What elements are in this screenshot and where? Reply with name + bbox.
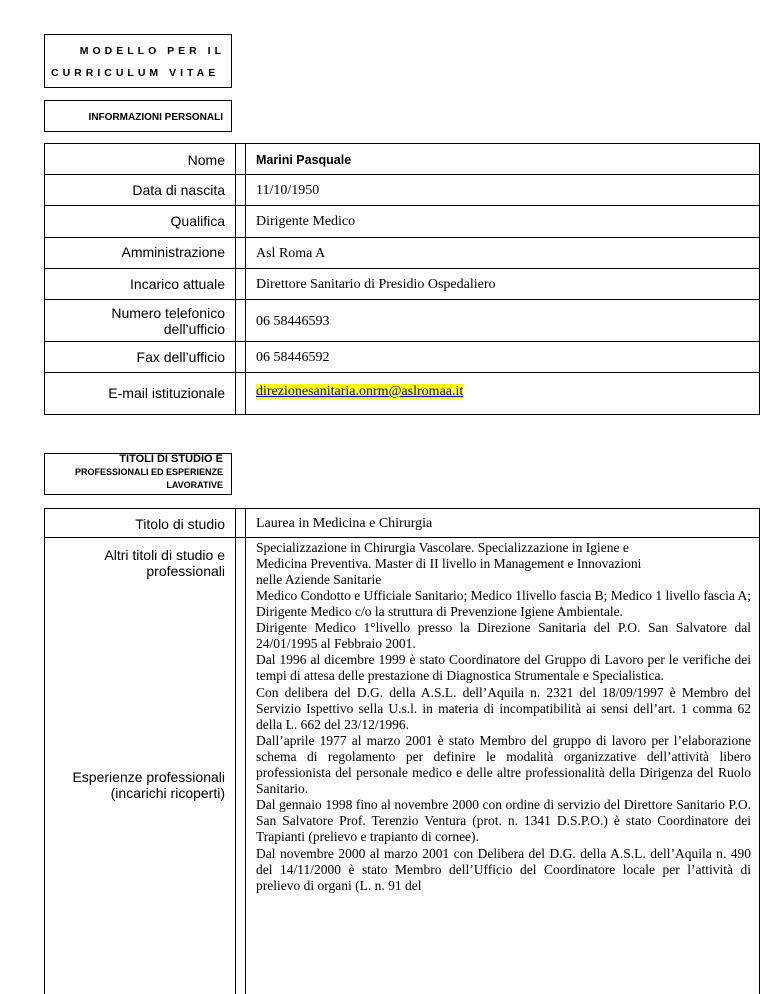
column-divider <box>245 509 246 994</box>
esperienza-paragraph: Dal gennaio 1998 fino al novembre 2000 con ordine di servizio del Direttore Sanitario P.O. San Salvatore Prof. Terenzio Ventura (prot. n. 1341 D.S.P.O.) è stato Coordinatore dei Trapianti (prelievo e trapianto di cornee). <box>256 797 751 845</box>
section-titoli-line1-text: TITOLI DI STUDIO E <box>119 453 223 465</box>
cv-header-line2: CURRICULUM VITAE <box>51 67 220 79</box>
row-divider <box>45 341 759 342</box>
row-divider <box>45 237 759 238</box>
row-divider <box>45 174 759 175</box>
label-nome: Nome <box>187 152 225 168</box>
cv-header-line1: MODELLO PER IL <box>79 45 225 57</box>
altri-titoli-line: nelle Aziende Sanitarie <box>256 572 382 588</box>
email-link-part1[interactable]: direzione <box>256 384 309 399</box>
row-divider <box>45 205 759 206</box>
label-qualifica: Qualifica <box>170 213 225 229</box>
label-incarico-attuale: Incarico attuale <box>130 276 225 292</box>
label-numero-telefonico-line1: Numero telefonico <box>111 305 225 321</box>
altri-titoli-line: Specializzazione in Chirurgia Vascolare. Specializzazione in Igiene e <box>256 540 629 555</box>
cv-header-box <box>44 34 232 88</box>
esperienza-paragraph: Dal 1996 al dicembre 1999 è stato Coordinatore del Gruppo di Lavoro per le verifiche dei tempi di attesa delle prestazione di Diagnostica Strumentale e Specialistica. <box>256 652 751 684</box>
section-titoli <box>44 453 232 495</box>
row-divider <box>45 299 759 300</box>
esperienza-paragraph: Dirigente Medico 1°livello presso la Direzione Sanitaria del P.O. San Salvatore dal 24/01/1995 al Febbraio 2001. <box>256 620 751 652</box>
label-esperienze-line2: (incarichi ricoperti) <box>110 785 225 801</box>
label-numero-telefonico <box>45 305 225 337</box>
titles-table <box>44 508 760 994</box>
label-fax: Fax dell’ufficio <box>136 349 225 365</box>
section-titoli-line3: LAVORATIVE <box>166 480 223 490</box>
altri-titoli-line: Medicina Preventiva. Master di II livello in Management e Innovazioni <box>256 556 642 572</box>
esperienza-paragraph: Dall’aprile 1977 al marzo 2001 è stato Membro del gruppo di lavoro per l’elaborazione schema di regolamento per definire le modalità organizzative dell’attività libero professionista del personale medico e delle altre professionalità della Dirigenza del Ruolo Sanitario. <box>256 732 751 797</box>
esperienza-paragraph: Medico Condotto e Ufficiale Sanitario; Medico 1livello fascia B; Medico 1 livello fascia A; Dirigente Medico c/o la struttura di Prevenzione Igiene Ambientale. <box>256 588 752 620</box>
column-divider <box>245 144 246 414</box>
email-link-part2[interactable]: sanitaria.onrm@aslromaa.it <box>308 384 464 399</box>
value-data-nascita: 11/10/1950 <box>256 183 320 198</box>
section-personal-info <box>44 100 232 132</box>
value-qualifica: Dirigente Medico <box>256 214 356 229</box>
esperienza-paragraph: Dal novembre 2000 al marzo 2001 con Delibera del D.G. della A.S.L. dell’Aquila n. 490 del 14/11/2000 è stato Membro dell’Ufficio del Coordinatore locale per l’attività di prelievo di organi (L. n. 91 del <box>256 845 751 893</box>
label-altri-titoli-line1: Altri titoli di studio e <box>104 547 225 563</box>
label-numero-telefonico-line2: dell’ufficio <box>163 321 225 337</box>
section-titoli-line1 <box>119 453 223 465</box>
value-incarico-attuale: Direttore Sanitario di Presidio Ospedaliero <box>256 277 496 292</box>
label-titolo-studio: Titolo di studio <box>135 516 225 532</box>
value-esperienze <box>256 588 751 894</box>
personal-info-table <box>44 143 760 415</box>
column-divider <box>235 144 236 414</box>
value-email[interactable] <box>256 384 751 400</box>
section-personal-info-title: INFORMAZIONI PERSONALI <box>88 112 223 123</box>
value-amministrazione: Asl Roma A <box>256 246 326 261</box>
value-fax: 06 58446592 <box>256 350 330 365</box>
label-altri-titoli <box>45 547 225 579</box>
row-divider <box>45 537 759 538</box>
row-divider <box>45 268 759 269</box>
section-titoli-line2: PROFESSIONALI ED ESPERIENZE <box>74 467 223 477</box>
label-amministrazione: Amministrazione <box>121 244 225 260</box>
column-divider <box>235 509 236 994</box>
value-titolo-studio: Laurea in Medicina e Chirurgia <box>256 516 433 531</box>
row-divider <box>45 372 759 373</box>
label-esperienze <box>45 769 225 801</box>
value-altri-titoli <box>256 540 751 588</box>
value-nome: Marini Pasquale <box>256 153 352 167</box>
esperienza-paragraph: Con delibera del D.G. della A.S.L. dell’Aquila n. 2321 del 18/09/1997 è Membro del Servizio Ispettivo sella U.s.l. in materia di incompatibilità ai sensi dell’art. 1 comma 62 della L. 662 del 23/12/1996. <box>256 684 751 732</box>
label-data-nascita: Data di nascita <box>132 182 225 198</box>
value-numero-telefonico: 06 58446593 <box>256 314 330 329</box>
label-altri-titoli-line2: professionali <box>146 563 225 579</box>
label-email: E-mail istituzionale <box>108 385 225 401</box>
label-esperienze-line1: Esperienze professionali <box>72 769 225 785</box>
